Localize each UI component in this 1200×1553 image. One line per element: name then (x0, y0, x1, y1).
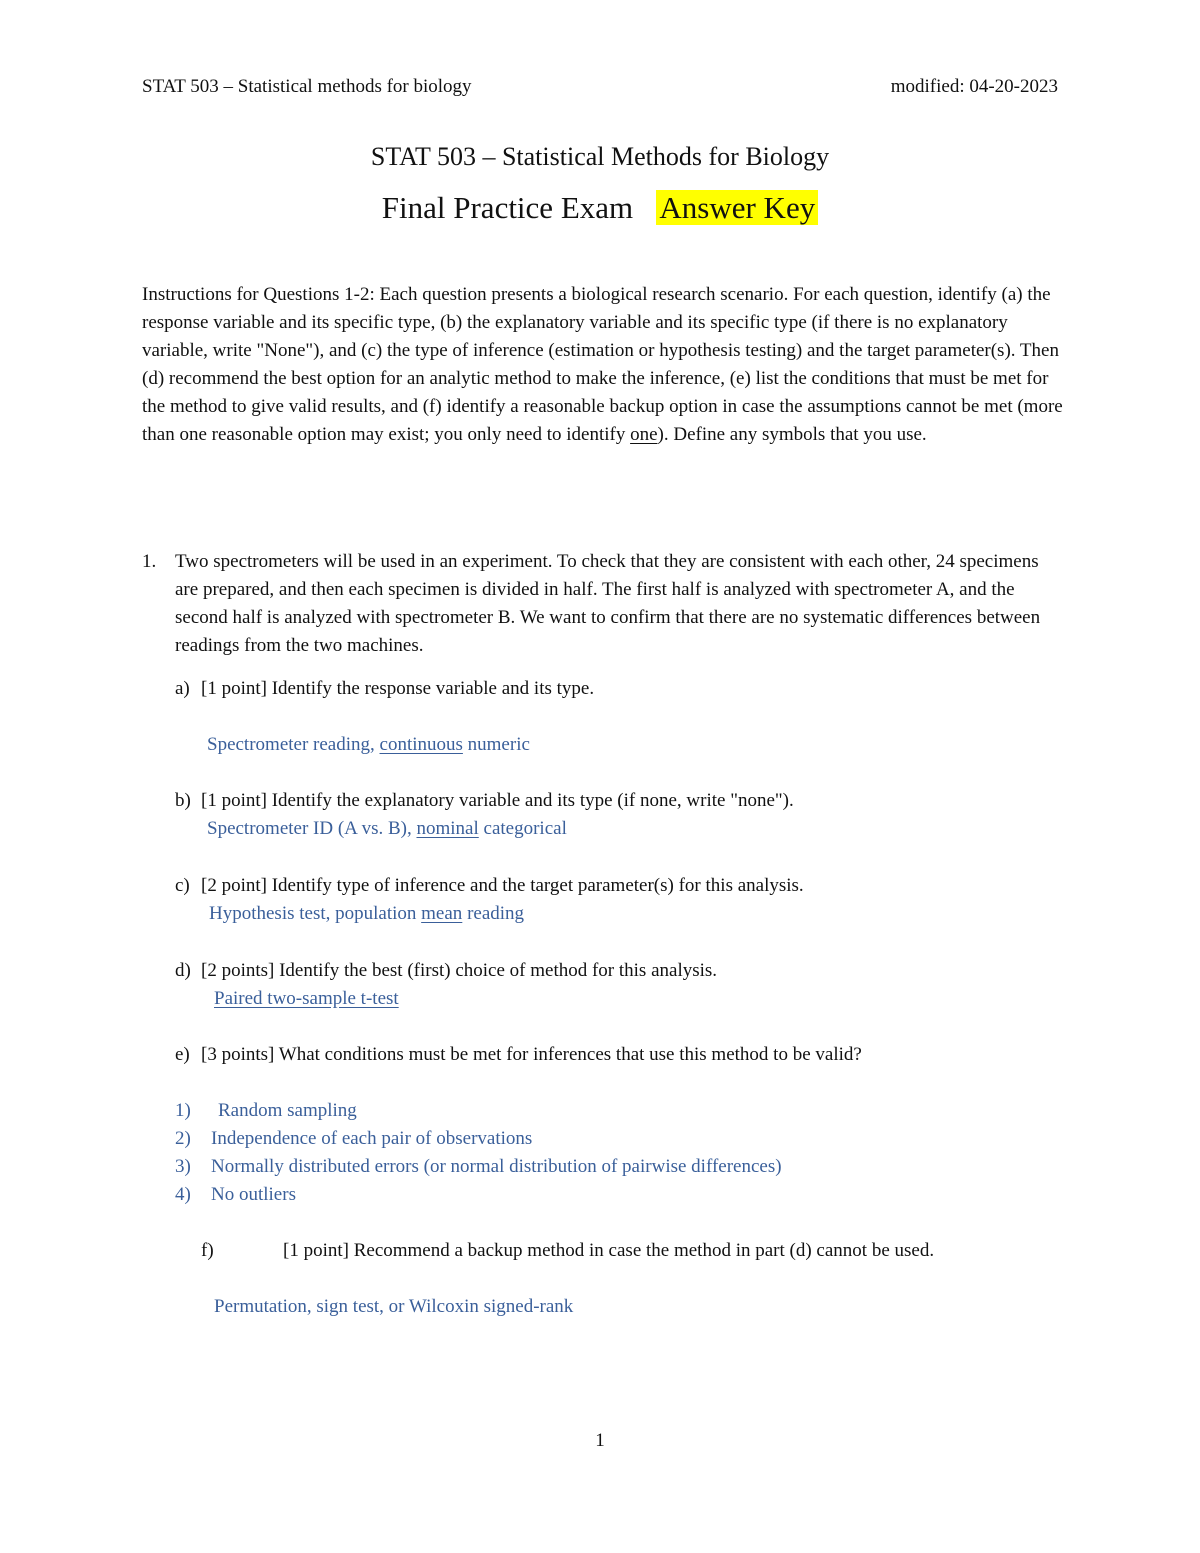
instructions-part1: Instructions for Questions 1-2: Each question presents a biological research scenario. For each question, identify (a) the response variable and its specific type, (b) the explanatory variable and its specific type (if there is no explanatory variable, write "None"), and (c) the type of inference (estimation or hypothesis testing) and the target parameter(s). Then (d) recommend the best option for an analytic method to make the inference, (e) list the conditions that must be met for the method to give valid results, and (f) identify a reasonable backup option in case the assumptions cannot be met (more than one reasonable option may exist; you only need to identify (142, 284, 1063, 445)
condition-4-number: 4) (175, 1184, 191, 1205)
part-b-label: b) (175, 790, 191, 811)
instructions-part2: ). Define any symbols that you use. (657, 424, 927, 445)
part-b-answer-pre: Spectrometer ID (A vs. B), (207, 818, 417, 839)
part-a-label: a) (175, 678, 190, 699)
condition-4-text: No outliers (211, 1184, 296, 1205)
part-d-answer-underline: Paired two-sample t-test (214, 988, 399, 1009)
part-b-prompt: [1 point] Identify the explanatory variable and its type (if none, write "none"). (201, 790, 794, 811)
condition-1-text: Random sampling (218, 1100, 357, 1121)
part-d-answer (214, 985, 399, 1013)
part-f-prompt: [1 point] Recommend a backup method in case the method in part (d) cannot be used. (283, 1240, 935, 1261)
part-f-label: f) (201, 1240, 214, 1261)
part-c-prompt: [2 point] Identify type of inference and the target parameter(s) for this analysis. (201, 875, 804, 896)
part-a-answer-post: numeric (462, 734, 530, 755)
part-c-answer (209, 900, 524, 928)
instructions-one: one (630, 424, 658, 445)
part-d-label: d) (175, 960, 191, 981)
condition-1-number: 1) (175, 1100, 191, 1121)
condition-2-text: Independence of each pair of observations (211, 1128, 533, 1149)
part-e-prompt: [3 points] What conditions must be met for inferences that use this method to be valid? (201, 1044, 862, 1065)
part-a-prompt: [1 point] Identify the response variable and its type. (201, 678, 595, 699)
header-left: STAT 503 – Statistical methods for biology (142, 76, 472, 97)
part-c-answer-post: reading (462, 903, 525, 924)
page-number: 1 (595, 1430, 605, 1451)
question-1-text: Two spectrometers will be used in an experiment. To check that they are consistent with each other, 24 specimens are prepared, and then each specimen is divided in half. The first half is analyzed with spectrometer A, and the second half is analyzed with spectrometer B. We want to confirm that there are no systematic differences between readings from the two machines. (175, 551, 1041, 656)
part-a-answer-pre: Spectrometer reading, (207, 734, 380, 755)
header-right: modified: 04-20-2023 (890, 76, 1058, 97)
part-a-answer (207, 731, 530, 759)
part-a-answer-underline: continuous (379, 734, 463, 755)
course-title: STAT 503 – Statistical Methods for Biology (370, 142, 830, 171)
answer-key-highlight: Answer Key (656, 190, 818, 225)
part-c-answer-pre: Hypothesis test, population (209, 903, 422, 924)
exam-title (0, 190, 1200, 226)
part-b-answer-underline: nominal (416, 818, 479, 839)
question-1-number: 1. (142, 551, 157, 572)
part-c-answer-underline: mean (421, 903, 463, 924)
part-d-prompt: [2 points] Identify the best (first) choice of method for this analysis. (201, 960, 718, 981)
part-b-answer-post: categorical (478, 818, 567, 839)
part-f-answer: Permutation, sign test, or Wilcoxin signed-rank (214, 1296, 574, 1317)
condition-3-number: 3) (175, 1156, 191, 1177)
part-b-answer (207, 815, 567, 843)
instructions (142, 281, 1067, 449)
condition-3-text: Normally distributed errors (or normal distribution of pairwise differences) (211, 1156, 782, 1177)
part-c-label: c) (175, 875, 190, 896)
part-e-label: e) (175, 1044, 190, 1065)
exam-title-text: Final Practice Exam (381, 190, 634, 225)
condition-2-number: 2) (175, 1128, 191, 1149)
